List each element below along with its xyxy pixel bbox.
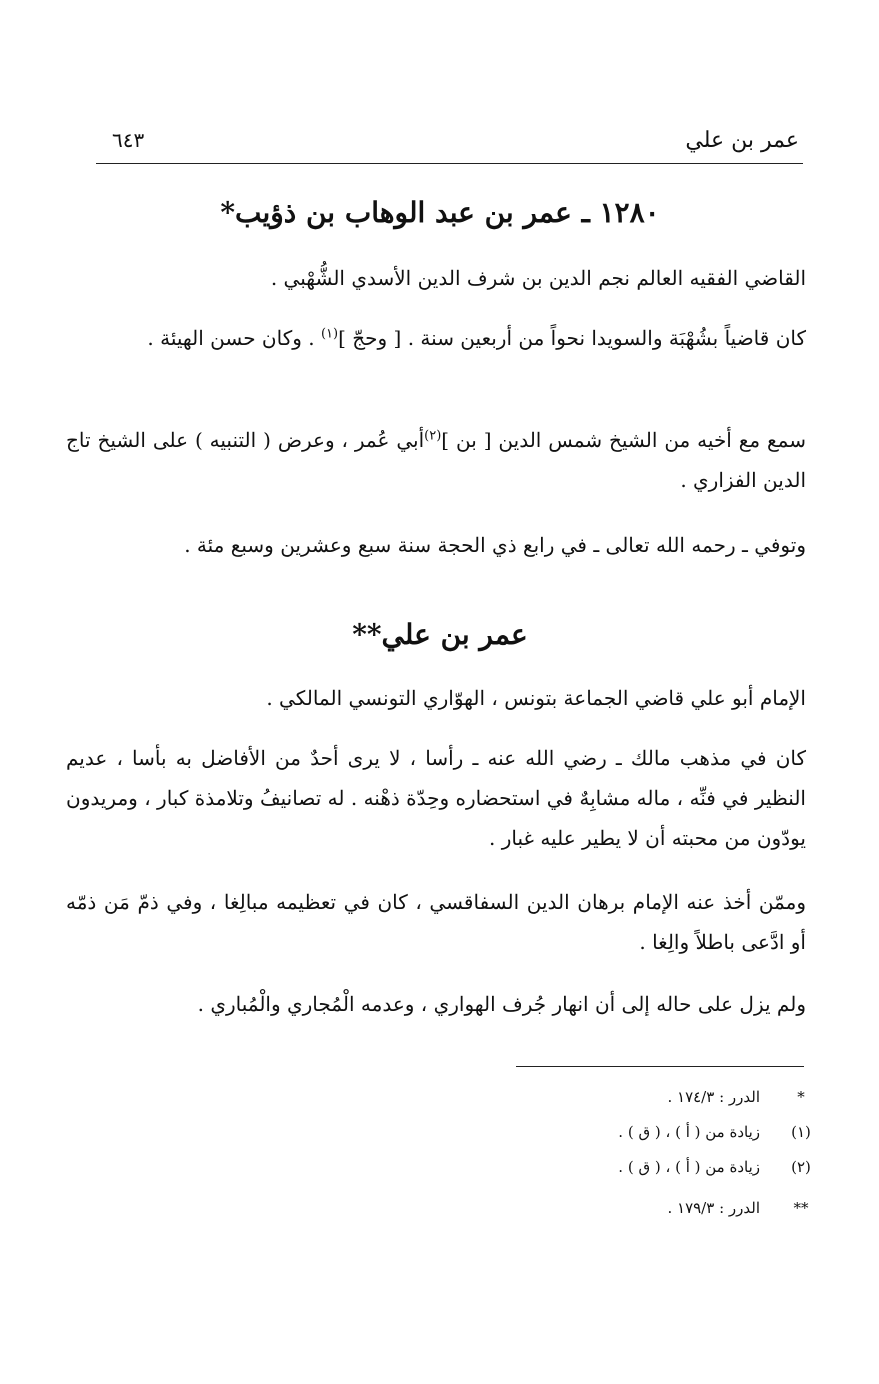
entry2-paragraph-1 [66,678,806,718]
footnote-ref-2[interactable]: (٢) [424,428,442,444]
footnote-text: الدرر : ١٧٤/٣ . [667,1088,760,1106]
entry1-paragraph-4 [66,525,806,565]
footnote-mark: (٢) [791,1158,811,1176]
footnote-text: زيادة من ( أ ) ، ( ق ) . [618,1158,760,1176]
entry2-paragraph-4 [66,984,806,1024]
entry1-p2-text-a: كان قاضياً بشُهْبَة والسويدا نحواً من أربعين سنة . [ وحجّ ] [338,326,806,350]
entry2-paragraph-3 [66,882,806,962]
entry1-p3-text-a: سمع مع أخيه من الشيخ شمس الدين [ بن ] [441,428,807,452]
header-rule [96,163,803,164]
entry2-paragraph-2 [66,738,806,858]
running-title: عمر بن علي [685,128,799,153]
entry1-p2-text-b: . وكان حسن الهيئة . [147,326,321,350]
footnote-text: زيادة من ( أ ) ، ( ق ) . [618,1123,760,1141]
entry1-paragraph-1 [66,258,806,298]
footnote-mark: ** [793,1199,809,1217]
footnote-1 [560,1123,820,1151]
entry1-paragraph-3 [66,420,806,500]
entry1-p1-text: القاضي الفقيه العالم نجم الدين بن شرف الدين الأسدي الشُّهْبي . [270,266,806,290]
footnote-rule [516,1066,804,1067]
entry2-p2-text: كان في مذهب مالك ـ رضي الله عنه ـ رأسا ، لا يرى أحدٌ من الأفاضل به بأسا ، عديم النظير في فنِّه ، ماله مشابِهٌ في استحضاره وحِدّة ذهْنه . له تصانيفُ وتلامذة كبار ، ومريدون يودّون من محبته أن لا يطير عليه غبار . [66,746,806,850]
footnote-star [560,1088,820,1116]
footnote-double-star [560,1199,820,1227]
entry1-paragraph-2 [66,318,806,358]
footnote-ref-1[interactable]: (١) [320,326,339,342]
page-number: ٦٤٣ [112,128,145,152]
entry2-p3-text: وممّن أخذ عنه الإمام برهان الدين السفاقسي ، كان في تعظيمه مبالِغا ، وفي ذمّ مَن ذمّه أو ادَّعى باطلاً والِغا . [66,890,806,954]
entry-1280-title: ١٢٨٠ ـ عمر بن عبد الوهاب بن ذؤيب* [220,196,660,229]
footnote-mark: * [797,1088,805,1106]
entry2-p1-text: الإمام أبو علي قاضي الجماعة بتونس ، الهوّاري التونسي المالكي . [266,686,806,710]
footnote-text: الدرر : ١٧٩/٣ . [667,1199,760,1217]
entry-umar-bin-ali-title: عمر بن علي** [352,618,528,651]
entry1-p3-text-b: أبي عُمر ، وعرض ( التنبيه ) على الشيخ تاج الدين الفزاري . [66,428,806,492]
entry2-p4-text: ولم يزل على حاله إلى أن انهار جُرف الهواري ، وعدمه الْمُجاري والْمُباري . [197,992,806,1016]
footnote-mark: (١) [791,1123,811,1141]
running-header [96,128,803,162]
entry1-p4-text: وتوفي ـ رحمه الله تعالى ـ في رابع ذي الحجة سنة سبع وعشرين وسبع مئة . [184,533,806,557]
footnote-2 [560,1158,820,1186]
